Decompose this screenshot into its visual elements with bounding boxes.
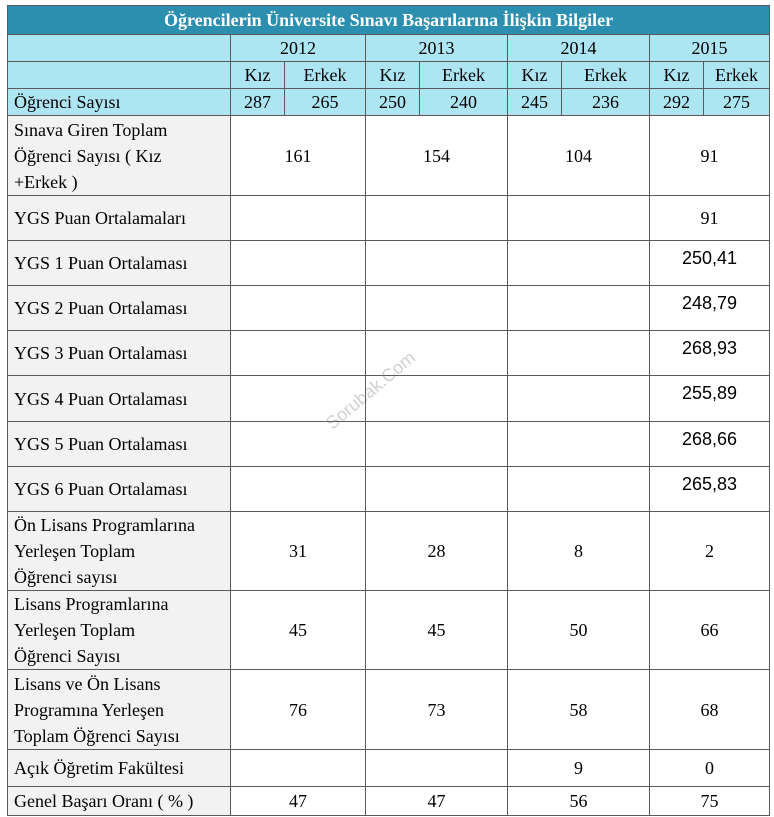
value-cell [231,467,366,512]
value-cell: 68 [650,670,770,750]
value-cell [366,467,508,512]
ygs-row [8,376,770,422]
label-line: Lisans ve Ön Lisans [14,673,161,694]
label-line: Öğrenci Sayısı ( Kız [14,145,162,166]
year-2012: 2012 [231,35,366,62]
value-cell: 66 [650,591,770,670]
gender-erkek: Erkek [704,62,770,89]
open-education-row [8,750,770,787]
label-line: Yerleşen Toplam [14,541,136,561]
value-cell: 245 [508,89,562,116]
year-2013: 2013 [366,35,508,62]
value-cell: 45 [366,591,508,670]
label-line: Yerleşen Toplam [14,620,136,640]
value-cell: 104 [508,116,650,196]
row-label: YGS Puan Ortalamaları [8,196,231,241]
value-cell [508,376,650,422]
value-cell: 9 [508,750,650,787]
value-cell: 76 [231,670,366,750]
row-label: YGS 5 Puan Ortalaması [8,422,231,467]
value-cell: 161 [231,116,366,196]
value-cell: 47 [366,787,508,816]
value-cell [366,196,508,241]
label-line: Programına Yerleşen [14,699,164,720]
value-cell [231,376,366,422]
value-cell [366,376,508,422]
value-cell: 268,93 [650,331,770,376]
value-cell: 250,41 [650,241,770,286]
gender-erkek: Erkek [562,62,650,89]
value-cell: 91 [650,116,770,196]
value-cell: 8 [508,512,650,591]
gender-kiz: Kız [366,62,420,89]
blank-header-cell [8,35,231,62]
value-cell: 236 [562,89,650,116]
label-line: Öğrenci sayısı [14,567,118,587]
value-cell [366,750,508,787]
row-label: YGS 1 Puan Ortalaması [8,241,231,286]
ygs-row [8,422,770,467]
gender-erkek: Erkek [420,62,508,89]
value-cell [231,422,366,467]
value-cell: 268,66 [650,422,770,467]
value-cell: 28 [366,512,508,591]
value-cell [366,286,508,331]
ygs-row [8,241,770,286]
value-cell: 2 [650,512,770,591]
value-cell: 75 [650,787,770,816]
value-cell: 45 [231,591,366,670]
label-line: Ön Lisans Programlarına [14,515,195,535]
label-line: +Erkek ) [14,171,78,192]
year-2015: 2015 [650,35,770,62]
gender-erkek: Erkek [285,62,366,89]
value-cell [508,467,650,512]
label-line: Lisans Programlarına [14,594,169,614]
gender-header-row [8,62,770,89]
value-cell [231,286,366,331]
label-line: Öğrenci Sayısı [14,646,121,666]
row-label: Öğrenci Sayısı [8,89,231,116]
value-cell [231,196,366,241]
multi-row [8,512,770,591]
value-cell: 292 [650,89,704,116]
value-cell: 275 [704,89,770,116]
value-cell [508,422,650,467]
ygs-row [8,196,770,241]
table-title: Öğrencilerin Üniversite Sınavı Başarılarına İlişkin Bilgiler [8,6,770,35]
gender-kiz: Kız [231,62,285,89]
value-cell [231,241,366,286]
value-cell: 154 [366,116,508,196]
row-label: Açık Öğretim Fakültesi [8,750,231,787]
watermark: Sorubak.Com [322,347,420,434]
year-2014: 2014 [508,35,650,62]
value-cell: 250 [366,89,420,116]
exam-takers-row [8,116,770,196]
value-cell [231,750,366,787]
value-cell: 58 [508,670,650,750]
ygs-row [8,286,770,331]
blank-header-cell [8,62,231,89]
multi-row [8,591,770,670]
value-cell: 248,79 [650,286,770,331]
row-label [8,512,231,591]
value-cell: 255,89 [650,376,770,422]
row-label: YGS 2 Puan Ortalaması [8,286,231,331]
value-cell [508,286,650,331]
value-cell [508,241,650,286]
value-cell: 31 [231,512,366,591]
success-rate-row [8,787,770,816]
value-cell [366,331,508,376]
row-label [8,591,231,670]
value-cell [366,241,508,286]
gender-kiz: Kız [508,62,562,89]
value-cell: 0 [650,750,770,787]
value-cell: 56 [508,787,650,816]
value-cell: 47 [231,787,366,816]
row-label: YGS 3 Puan Ortalaması [8,331,231,376]
value-cell: 91 [650,196,770,241]
multi-row [8,670,770,750]
value-cell [508,196,650,241]
student-exam-table [7,5,770,816]
row-label: Genel Başarı Oranı ( % ) [8,787,231,816]
value-cell [366,422,508,467]
row-label: YGS 6 Puan Ortalaması [8,467,231,512]
value-cell: 265,83 [650,467,770,512]
ygs-row [8,331,770,376]
row-label [8,116,231,196]
value-cell: 265 [285,89,366,116]
value-cell: 287 [231,89,285,116]
row-label [8,670,231,750]
year-header-row [8,35,770,62]
student-count-row [8,89,770,116]
value-cell [508,331,650,376]
value-cell: 73 [366,670,508,750]
gender-kiz: Kız [650,62,704,89]
value-cell [231,331,366,376]
label-line: Sınava Giren Toplam [14,119,168,140]
label-line: Toplam Öğrenci Sayısı [14,725,180,746]
value-cell: 50 [508,591,650,670]
value-cell: 240 [420,89,508,116]
row-label: YGS 4 Puan Ortalaması [8,376,231,422]
ygs-row [8,467,770,512]
